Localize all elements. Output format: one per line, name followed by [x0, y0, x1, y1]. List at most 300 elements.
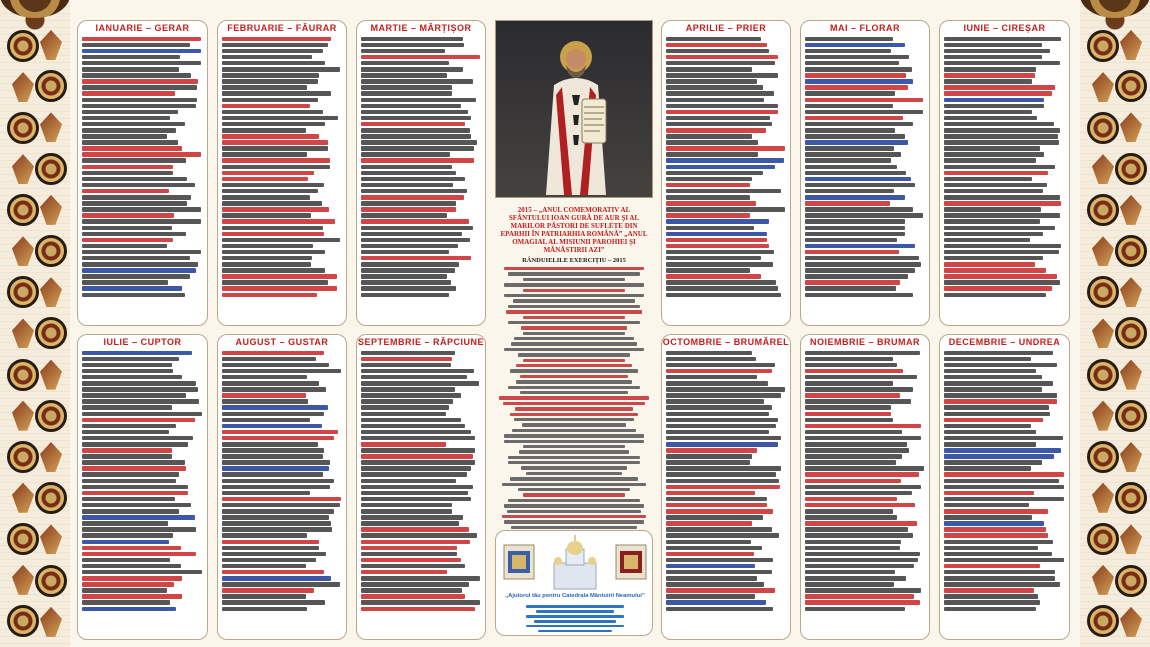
left-border-ornament	[0, 0, 70, 647]
text-line	[944, 67, 1036, 72]
text-line	[944, 363, 1057, 368]
month-card-january	[77, 20, 208, 326]
text-line	[805, 232, 905, 237]
text-line	[82, 558, 170, 563]
text-line	[666, 448, 757, 453]
text-line	[504, 520, 645, 523]
text-line	[519, 450, 630, 453]
text-line	[513, 299, 635, 302]
cathedral-caption: „Ajutorul tău pentru Catedrala Mântuirii Neamului”	[505, 593, 645, 599]
text-line	[666, 399, 764, 404]
text-line	[506, 310, 642, 313]
text-line	[666, 564, 755, 569]
text-line	[944, 207, 1041, 212]
text-line	[944, 91, 1052, 96]
month-card-september	[356, 334, 486, 640]
text-line	[361, 405, 449, 410]
text-line	[222, 293, 317, 298]
month-card-august	[217, 334, 347, 640]
text-line	[508, 461, 641, 464]
text-line	[82, 424, 176, 429]
text-line	[361, 262, 459, 267]
text-line	[222, 533, 307, 538]
text-line	[666, 570, 772, 575]
text-line	[944, 79, 1032, 84]
text-line	[361, 183, 453, 188]
text-line	[361, 195, 464, 200]
text-line	[361, 73, 447, 78]
text-line	[361, 286, 456, 291]
text-line	[666, 552, 754, 557]
text-line	[805, 552, 920, 557]
month-entries	[78, 351, 207, 611]
text-line	[666, 67, 752, 72]
text-line	[805, 140, 908, 145]
text-line	[361, 430, 471, 435]
text-line	[222, 357, 316, 362]
text-line	[361, 256, 471, 261]
text-line	[805, 418, 893, 423]
text-line	[82, 369, 173, 374]
text-line	[666, 37, 761, 42]
text-line	[82, 527, 196, 532]
text-line	[511, 342, 637, 345]
text-line	[222, 232, 324, 237]
text-line	[944, 104, 1044, 109]
text-line	[516, 380, 631, 383]
text-line	[805, 110, 923, 115]
text-line	[944, 424, 1031, 429]
text-line	[805, 497, 897, 502]
text-line	[666, 85, 763, 90]
text-line	[361, 140, 477, 145]
text-line	[361, 357, 452, 362]
month-title: FEBRUARIE – FĂURAR	[227, 23, 337, 33]
text-line	[82, 152, 201, 157]
month-entries	[662, 37, 790, 297]
text-line	[361, 146, 474, 151]
text-line	[666, 424, 776, 429]
text-line	[805, 177, 911, 182]
text-line	[666, 479, 779, 484]
text-line	[82, 448, 172, 453]
text-line	[666, 55, 778, 60]
text-line	[82, 110, 178, 115]
text-line	[666, 381, 768, 386]
text-line	[82, 357, 179, 362]
center-panel	[495, 20, 653, 640]
text-line	[666, 442, 778, 447]
text-line	[361, 37, 463, 42]
text-line	[805, 399, 911, 404]
text-line	[361, 564, 465, 569]
text-line	[944, 226, 1055, 231]
text-line	[944, 607, 1036, 612]
text-line	[666, 607, 773, 612]
text-line	[508, 272, 641, 275]
text-line	[944, 98, 1044, 103]
text-line	[82, 399, 199, 404]
text-line	[805, 280, 900, 285]
text-line	[222, 250, 325, 255]
text-line	[82, 55, 180, 60]
ornament-column	[34, 30, 68, 637]
text-line	[361, 98, 476, 103]
text-line	[522, 423, 626, 426]
text-line	[944, 405, 1049, 410]
text-line	[944, 177, 1032, 182]
text-line	[805, 91, 895, 96]
month-card-february	[217, 20, 347, 326]
text-line	[944, 37, 1061, 42]
text-line	[361, 67, 463, 72]
text-line	[222, 412, 324, 417]
text-line	[361, 116, 471, 121]
text-line	[361, 491, 468, 496]
text-line	[805, 67, 912, 72]
text-line	[805, 37, 893, 42]
text-line	[222, 436, 334, 441]
text-line	[503, 402, 645, 405]
month-title: IUNIE – CIREȘAR	[963, 23, 1046, 33]
text-line	[222, 37, 331, 42]
text-line	[805, 55, 909, 60]
text-line	[361, 588, 462, 593]
text-line	[82, 165, 173, 170]
text-line	[82, 405, 172, 410]
text-line	[805, 393, 900, 398]
text-line	[82, 73, 191, 78]
text-line	[222, 405, 328, 410]
text-line	[666, 351, 752, 356]
text-line	[82, 201, 187, 206]
text-line	[82, 128, 176, 133]
text-line	[82, 213, 174, 218]
cathedral-panel	[495, 530, 653, 636]
text-line	[361, 540, 470, 545]
text-line	[361, 165, 452, 170]
text-line	[222, 570, 324, 575]
text-line	[944, 466, 1031, 471]
text-line	[666, 491, 755, 496]
text-line	[361, 134, 471, 139]
text-line	[666, 286, 778, 291]
text-line	[361, 412, 446, 417]
text-line	[82, 189, 169, 194]
text-line	[222, 503, 340, 508]
text-line	[361, 479, 456, 484]
text-line	[222, 177, 308, 182]
center-text-block	[495, 206, 653, 547]
right-border-ornament	[1080, 0, 1150, 647]
text-line	[666, 454, 752, 459]
text-line	[666, 140, 758, 145]
text-line	[805, 244, 915, 249]
text-line	[82, 98, 197, 103]
text-line	[666, 213, 750, 218]
text-line	[82, 262, 198, 267]
text-line	[805, 274, 908, 279]
text-line	[222, 286, 337, 291]
text-line	[82, 418, 195, 423]
text-line	[805, 558, 918, 563]
text-line	[82, 177, 187, 182]
text-line	[508, 456, 639, 459]
text-line	[504, 283, 645, 286]
text-line	[222, 558, 316, 563]
text-line	[82, 491, 188, 496]
text-line	[805, 515, 897, 520]
text-line	[666, 540, 751, 545]
text-line	[944, 436, 1063, 441]
text-line	[805, 104, 893, 109]
text-line	[666, 128, 766, 133]
text-line	[361, 436, 475, 441]
text-line	[944, 286, 1052, 291]
text-line	[504, 434, 645, 437]
text-line	[666, 250, 774, 255]
text-line	[361, 509, 452, 514]
text-line	[944, 540, 1053, 545]
text-line	[82, 540, 169, 545]
text-line	[361, 128, 470, 133]
text-line	[666, 158, 784, 163]
text-line	[222, 207, 329, 212]
text-line	[222, 165, 330, 170]
text-line	[82, 250, 201, 255]
text-line	[82, 85, 197, 90]
text-line	[805, 79, 913, 84]
text-line	[944, 158, 1036, 163]
month-card-june	[939, 20, 1070, 326]
text-line	[523, 332, 624, 335]
text-line	[361, 393, 461, 398]
text-line	[222, 146, 328, 151]
text-line	[82, 67, 179, 72]
text-line	[222, 582, 340, 587]
text-line	[82, 460, 185, 465]
text-line	[82, 479, 176, 484]
text-line	[805, 171, 906, 176]
text-line	[222, 134, 319, 139]
text-line	[805, 594, 914, 599]
text-line	[361, 582, 469, 587]
text-line	[805, 250, 899, 255]
text-line	[82, 381, 196, 386]
text-line	[520, 391, 627, 394]
text-line	[222, 67, 340, 72]
month-entries	[357, 351, 485, 611]
text-line	[666, 521, 752, 526]
text-line	[361, 91, 452, 96]
text-line	[805, 146, 894, 151]
text-line	[944, 472, 1064, 477]
text-line	[805, 442, 907, 447]
text-line	[666, 412, 769, 417]
text-line	[666, 262, 773, 267]
month-entries	[940, 37, 1069, 297]
text-line	[222, 418, 310, 423]
text-line	[222, 244, 313, 249]
text-line	[222, 393, 306, 398]
text-line	[361, 122, 465, 127]
text-line	[222, 73, 319, 78]
text-line	[361, 497, 471, 502]
text-line	[222, 491, 310, 496]
text-line	[805, 375, 917, 380]
text-line	[944, 460, 1042, 465]
month-entries	[218, 37, 346, 297]
text-line	[222, 576, 331, 581]
text-line	[944, 73, 1035, 78]
text-line	[82, 268, 196, 273]
text-line	[222, 49, 323, 54]
text-line	[361, 293, 449, 298]
text-line	[666, 387, 785, 392]
text-line	[521, 466, 627, 469]
text-line	[666, 405, 772, 410]
text-line	[666, 73, 778, 78]
text-line	[510, 413, 638, 416]
text-line	[523, 445, 624, 448]
text-line	[805, 293, 913, 298]
text-line	[944, 280, 1060, 285]
text-line	[944, 558, 1064, 563]
section-heading: RÂNDUIELILE EXERCIȚIU – 2015	[522, 257, 626, 264]
text-line	[82, 607, 176, 612]
text-line	[499, 396, 649, 399]
text-line	[666, 485, 780, 490]
text-line	[361, 442, 446, 447]
text-line	[222, 381, 319, 386]
text-line	[361, 110, 468, 115]
text-line	[805, 479, 901, 484]
text-line	[222, 79, 318, 84]
text-line	[361, 79, 473, 84]
text-line	[805, 454, 902, 459]
month-title: IANUARIE – GERAR	[95, 23, 190, 33]
text-line	[805, 588, 921, 593]
text-line	[222, 213, 311, 218]
text-line	[82, 293, 185, 298]
month-title: SEPTEMBRIE – RĂPCIUNE	[357, 337, 485, 347]
text-line	[222, 171, 314, 176]
text-line	[222, 460, 330, 465]
text-line	[666, 146, 785, 151]
month-card-october	[661, 334, 791, 640]
text-line	[82, 226, 172, 231]
text-line	[222, 442, 318, 447]
text-line	[82, 351, 192, 356]
text-line	[361, 61, 449, 66]
text-line	[805, 128, 895, 133]
text-line	[944, 152, 1044, 157]
text-line	[666, 515, 763, 520]
text-line	[944, 213, 1060, 218]
text-line	[361, 219, 469, 224]
text-line	[222, 104, 310, 109]
cathedral-drawing-icon	[496, 533, 653, 593]
text-line	[361, 454, 473, 459]
text-line	[82, 244, 167, 249]
text-line	[944, 412, 1050, 417]
text-line	[222, 116, 338, 121]
text-line	[944, 256, 1043, 261]
text-line	[944, 430, 1036, 435]
text-line	[666, 280, 776, 285]
text-line	[805, 262, 921, 267]
text-line	[82, 442, 188, 447]
text-line	[222, 363, 329, 368]
text-line	[82, 134, 167, 139]
text-line	[222, 399, 308, 404]
text-line	[944, 552, 1052, 557]
text-line	[361, 238, 470, 243]
text-line	[523, 316, 626, 319]
text-line	[511, 526, 637, 529]
text-line	[666, 226, 754, 231]
text-line	[222, 238, 340, 243]
text-line	[666, 189, 781, 194]
text-line	[523, 359, 624, 362]
corner-medallion	[1080, 0, 1150, 18]
text-line	[361, 177, 465, 182]
text-line	[666, 576, 757, 581]
text-line	[666, 152, 758, 157]
text-line	[944, 485, 1064, 490]
month-title: APRILIE – PRIER	[685, 23, 767, 33]
text-line	[944, 140, 1059, 145]
text-line	[666, 369, 772, 374]
text-line	[666, 472, 776, 477]
text-line	[944, 515, 1032, 520]
text-line	[805, 576, 906, 581]
text-line	[666, 104, 778, 109]
text-line	[944, 122, 1054, 127]
text-line	[361, 55, 480, 60]
text-line	[361, 448, 475, 453]
text-line	[666, 244, 769, 249]
text-line	[82, 466, 186, 471]
text-line	[944, 418, 1043, 423]
text-line	[361, 369, 474, 374]
text-line	[82, 412, 202, 417]
text-line	[805, 472, 919, 477]
text-line	[805, 363, 897, 368]
text-line	[82, 286, 182, 291]
text-line	[361, 158, 474, 163]
text-line	[944, 110, 1032, 115]
month-entries	[940, 351, 1069, 611]
month-card-november	[800, 334, 930, 640]
text-line	[222, 594, 306, 599]
text-line	[222, 85, 307, 90]
text-line	[512, 429, 635, 432]
text-line	[361, 515, 463, 520]
text-line	[944, 600, 1040, 605]
text-line	[805, 158, 891, 163]
text-line	[944, 594, 1038, 599]
text-line	[944, 146, 1040, 151]
text-line	[222, 387, 326, 392]
text-line	[82, 600, 170, 605]
text-line	[944, 479, 1059, 484]
text-line	[361, 268, 455, 273]
text-line	[361, 201, 456, 206]
text-line	[361, 472, 467, 477]
month-entries	[801, 37, 929, 297]
text-line	[944, 393, 1057, 398]
